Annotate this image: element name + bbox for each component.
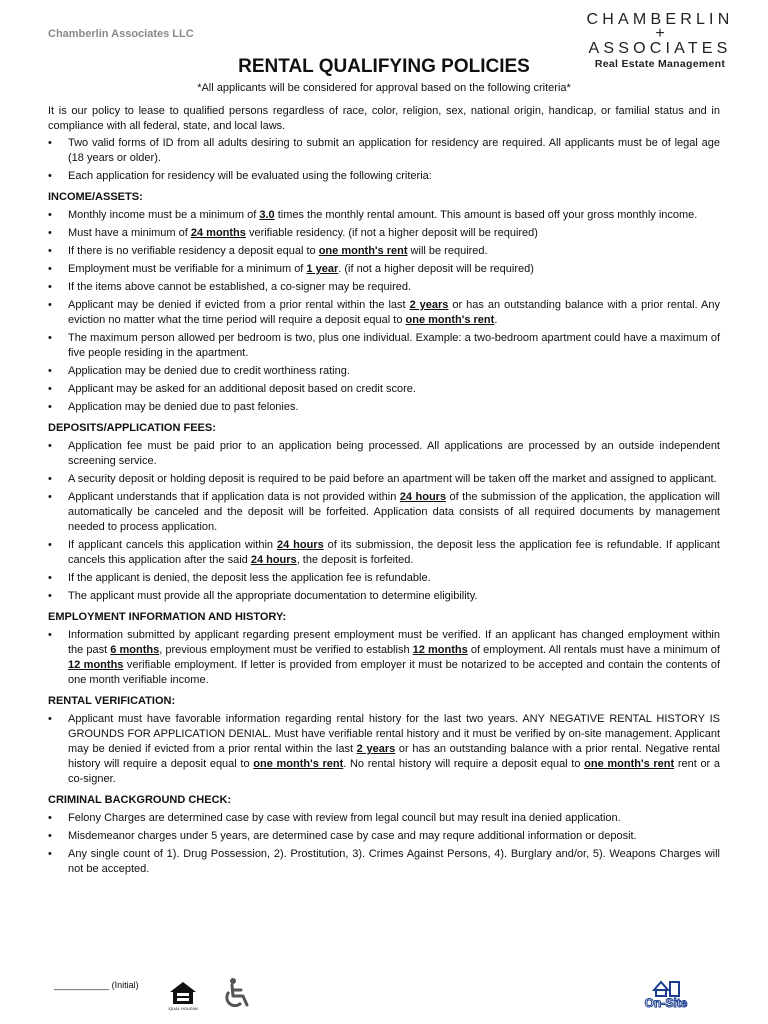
emphasis: 24 hours: [399, 491, 447, 503]
text: . (if not a higher deposit will be required): [338, 263, 534, 275]
initial-field[interactable]: [54, 980, 139, 990]
logo-line-1: CHAMBERLIN: [586, 11, 734, 28]
emphasis: 12 months: [412, 644, 468, 656]
rental-list: [48, 712, 720, 787]
list-item: • Application may be denied due to credit worthiness rating.: [48, 364, 720, 379]
emphasis: 12 months: [68, 659, 124, 671]
text: or has an outstanding balance with a prior rental. Negative rental history will require a deposit equal to: [68, 743, 720, 770]
employment-list: [48, 628, 720, 688]
list-item: • The applicant must provide all the appropriate documentation to determine eligibility.: [48, 589, 720, 604]
text: of employment. All rentals must have a minimum of: [467, 644, 720, 656]
text: Information submitted by applicant regarding present employment must be verified. If an applicant has changed employment within the past: [68, 629, 720, 656]
list-item: • If the items above cannot be established, a co-signer may be required.: [48, 280, 720, 295]
deposits-heading: DEPOSITS/APPLICATION FEES:: [48, 422, 216, 434]
list-item: • Each application for residency will be evaluated using the following criteria:: [48, 169, 720, 184]
text: . No rental history will require a deposit equal to: [343, 758, 585, 770]
text: Employment must be verifiable for a minimum of: [68, 263, 307, 275]
emphasis: 2 years: [356, 743, 396, 755]
text: verifiable employment. If letter is provided from employer it must be notarized to be accepted and contain the contents of one month verifiable income.: [68, 659, 721, 686]
text: of the submission of the application, the application will automatically be canceled and the deposit will be forfeited. Application data consists of all required documents by management needed to process application.: [68, 491, 720, 533]
equal-housing-icon: [168, 980, 198, 1017]
list-item: [48, 538, 720, 568]
emphasis: 6 months: [110, 644, 160, 656]
list-item: [48, 244, 720, 259]
text: will be required.: [407, 245, 488, 257]
deposits-list: [48, 439, 720, 604]
policy-body: [48, 104, 720, 880]
text: Must have a minimum of: [68, 227, 191, 239]
list-item: • Misdemeanor charges under 5 years, are determined case by case and may requre additional information or deposit.: [48, 829, 720, 844]
intro-paragraph: It is our policy to lease to qualified persons regardless of race, color, religion, sex, national origin, handicap, or familial status and in compliance with all federal, state, and local laws.: [48, 105, 720, 132]
company-name: Chamberlin Associates LLC: [48, 28, 194, 40]
list-item: [48, 628, 720, 688]
list-item: [48, 226, 720, 241]
list-item: • If the applicant is denied, the deposit less the application fee is refundable.: [48, 571, 720, 586]
emphasis: one month's rent: [584, 758, 675, 770]
list-item: • Felony Charges are determined case by case with review from legal council but may result ina denied application.: [48, 811, 720, 826]
list-item: [48, 208, 720, 223]
income-heading: INCOME/ASSETS:: [48, 191, 143, 203]
text: Applicant understands that if application data is not provided within: [68, 491, 400, 503]
list-item: • The maximum person allowed per bedroom is two, plus one individual. Example: a two-bedroom apartment could have a maximum of five people residing in the apartment.: [48, 331, 720, 361]
list-item: [48, 712, 720, 787]
emphasis: one month's rent: [253, 758, 344, 770]
employment-heading: EMPLOYMENT INFORMATION AND HISTORY:: [48, 611, 287, 623]
criminal-heading: CRIMINAL BACKGROUND CHECK:: [48, 794, 232, 806]
emphasis: one month's rent: [405, 314, 495, 326]
text: verifiable residency. (if not a higher deposit will be required): [245, 227, 538, 239]
income-list: [48, 208, 720, 415]
list-item: [48, 490, 720, 535]
intro-list: [48, 136, 720, 184]
text: Applicant must have favorable information regarding rental history for the last two years. ANY NEGATIVE RENTAL HISTORY IS GROUNDS FOR APPLICATION DENIAL. Must have verifiable rental history and it must be verified by on-site management. Applicant may be denied if evicted from a prior rental within the last: [68, 713, 720, 755]
criminal-list: [48, 811, 720, 877]
emphasis: 1 year: [306, 263, 339, 275]
list-item: • Application fee must be paid prior to an application being processed. All applications are processed by an outside independent screening service.: [48, 439, 720, 469]
page-title: RENTAL QUALIFYING POLICIES: [238, 56, 530, 77]
text: If there is no verifiable residency a deposit equal to: [68, 245, 319, 257]
list-item: • Application may be denied due to past felonies.: [48, 400, 720, 415]
logo-line-2: ASSOCIATES: [588, 40, 732, 57]
list-item: [48, 298, 720, 328]
emphasis: 24 months: [190, 227, 246, 239]
initial-label: (Initial): [111, 980, 139, 990]
wheelchair-icon: [222, 977, 254, 1016]
list-item: • Any single count of 1). Drug Possession, 2). Prostitution, 3). Crimes Against Persons, 4). Burglary and/or, 5). Weapons Charges will not be accepted.: [48, 847, 720, 877]
emphasis: 24 hours: [250, 554, 297, 566]
list-item: • Two valid forms of ID from all adults desiring to submit an application for residency are required. All applicants must be of legal age (18 years or older).: [48, 136, 720, 166]
emphasis: one month's rent: [318, 245, 408, 257]
initial-blank[interactable]: ___________: [54, 980, 110, 990]
text: .: [494, 314, 498, 326]
page-subtitle: *All applicants will be considered for approval based on the following criteria*: [197, 82, 571, 94]
rental-heading: RENTAL VERIFICATION:: [48, 695, 176, 707]
emphasis: 2 years: [409, 299, 449, 311]
text: If applicant cancels this application within: [68, 539, 277, 551]
logo-tagline: Real Estate Management: [594, 58, 726, 70]
text: Monthly income must be a minimum of: [68, 209, 260, 221]
text: or has an outstanding balance with a prior rental. Any eviction no matter what the time period will require a deposit equal to: [68, 299, 720, 326]
text: , the deposit is forfeited.: [296, 554, 414, 566]
emphasis: 24 hours: [276, 539, 324, 551]
list-item: • A security deposit or holding deposit is required to be paid before an apartment will be taken off the market and assigned to applicant.: [48, 472, 720, 487]
onsite-text: On-Site: [644, 996, 688, 1010]
text: , previous employment must be verified to establish: [159, 644, 413, 656]
eho-text: EQUAL HOUSING: [168, 1006, 198, 1011]
text: of its submission, the deposit less the application fee is refundable. If applicant cancels this application after the said: [68, 539, 720, 566]
on-site-logo-icon: [638, 976, 694, 1015]
text: times the monthly rental amount. This amount is based off your gross monthly income.: [274, 209, 698, 221]
emphasis: 3.0: [259, 209, 275, 221]
list-item: [48, 262, 720, 277]
text: rent or a co-signer.: [68, 758, 721, 785]
list-item: • Applicant may be asked for an additional deposit based on credit score.: [48, 382, 720, 397]
text: Applicant may be denied if evicted from a prior rental within the last: [68, 299, 410, 311]
logo-plus: +: [655, 25, 665, 42]
